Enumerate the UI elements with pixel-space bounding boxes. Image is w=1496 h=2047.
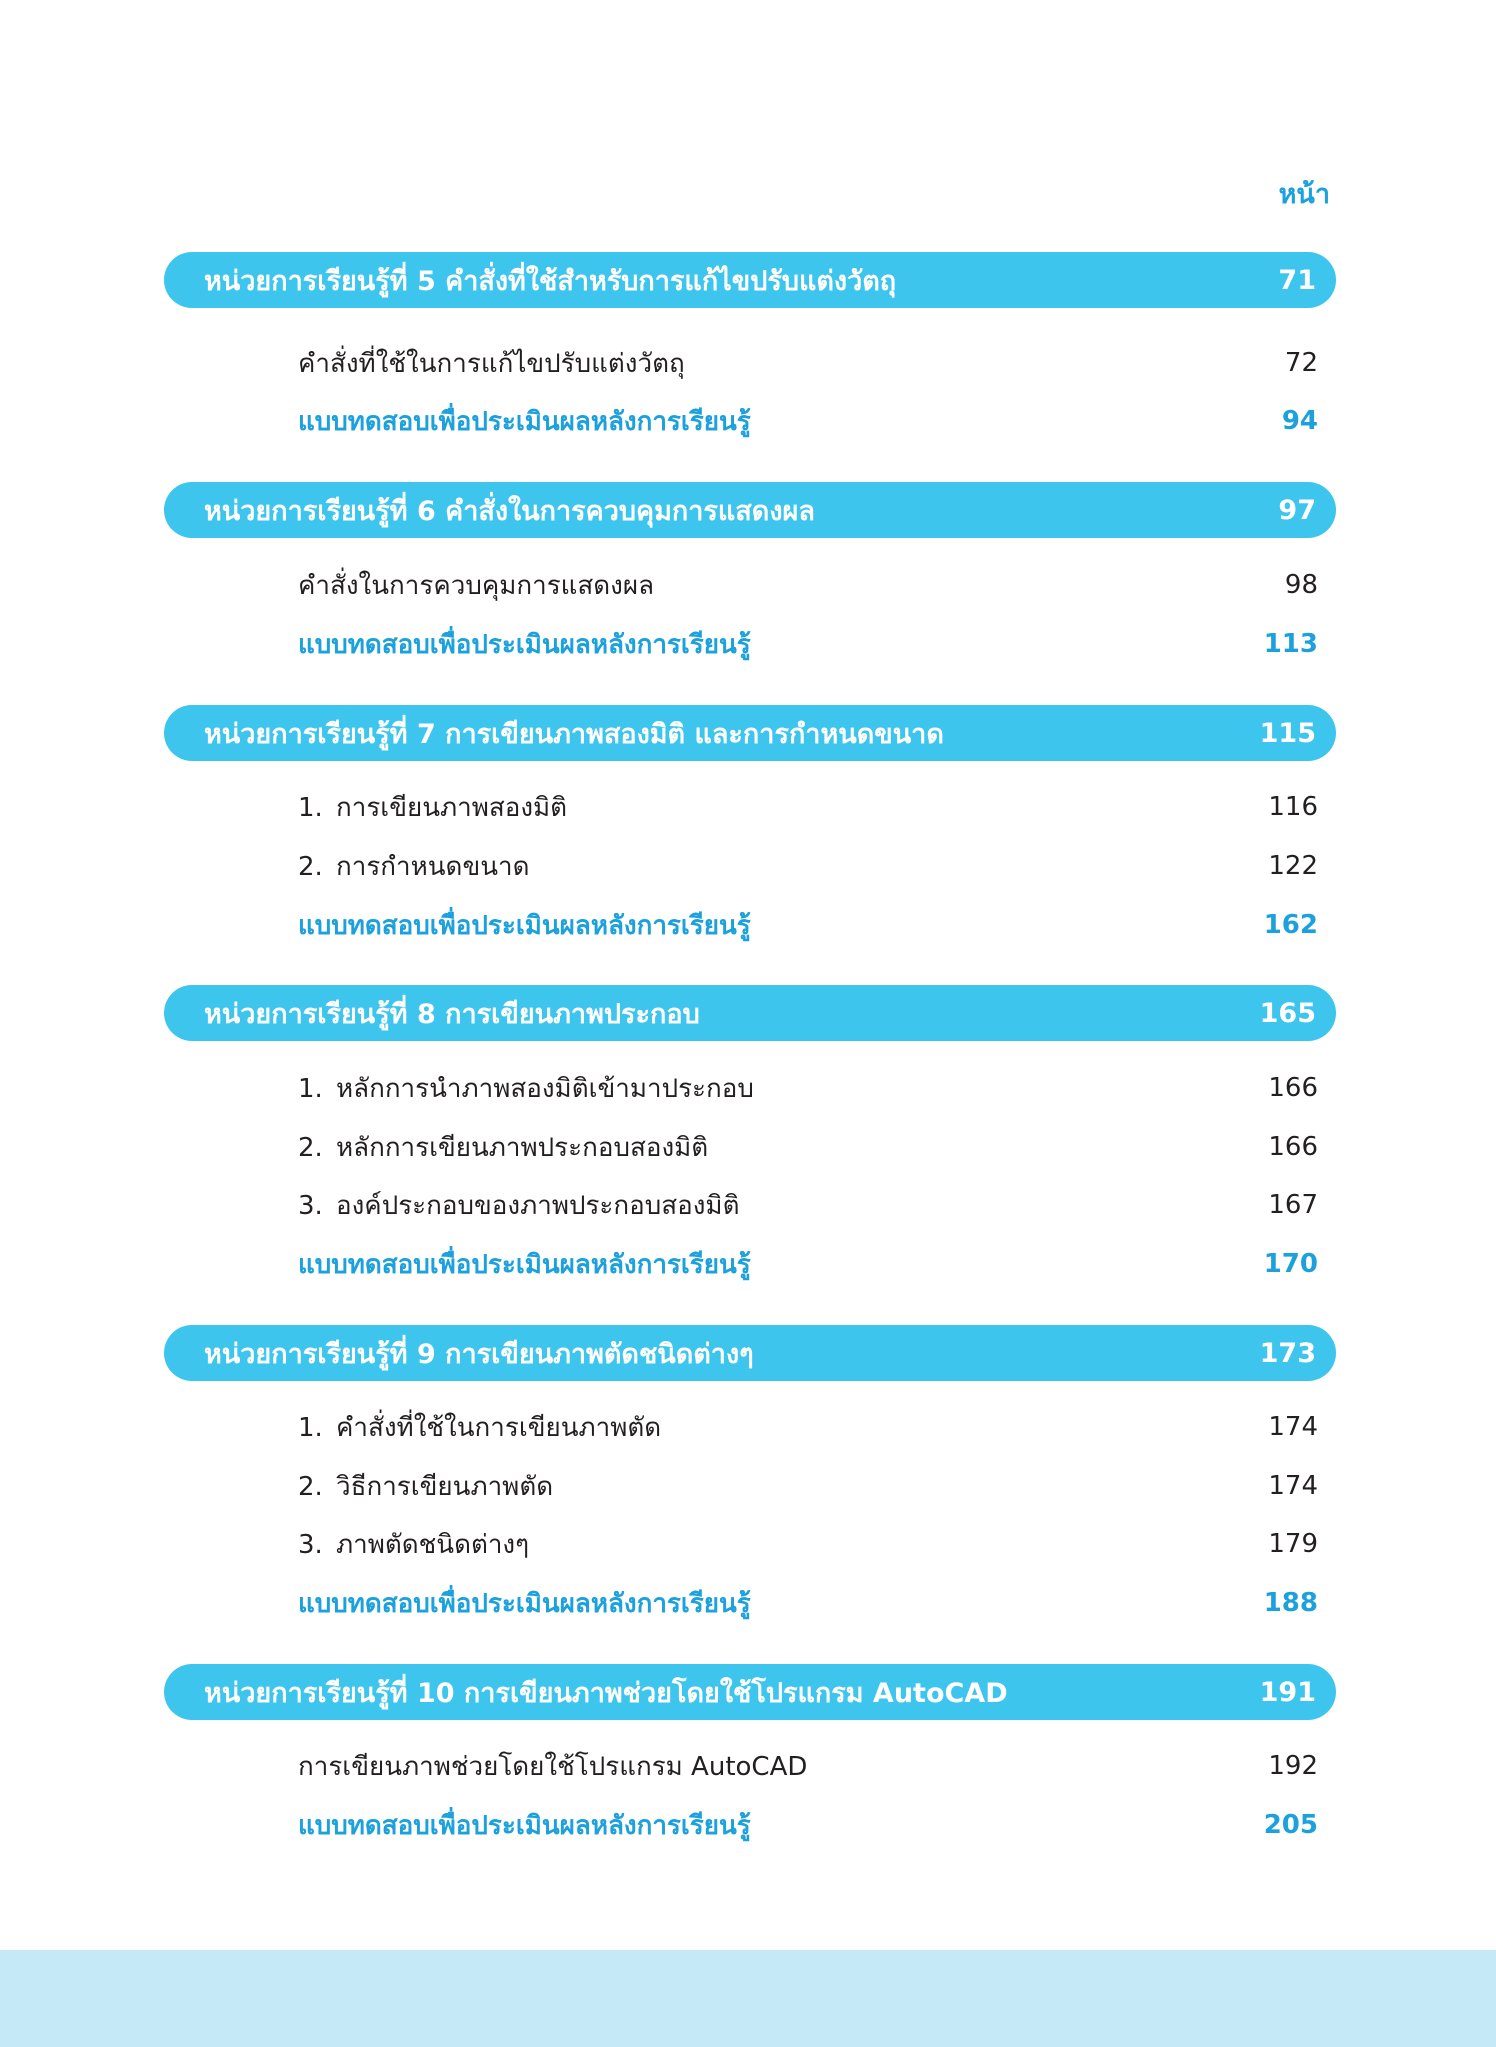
- entry-number: 2.: [298, 851, 323, 882]
- entry-page: 98: [1284, 570, 1318, 600]
- toc-entry: [298, 844, 1318, 888]
- unit-title: หน่วยการเรียนรู้ที่ 6 คำสั่งในการควบคุมการแสดงผล: [204, 495, 815, 527]
- unit-page: 97: [1278, 494, 1316, 526]
- entry-number: 3.: [298, 1190, 323, 1221]
- entry-page: 167: [1268, 1190, 1318, 1220]
- entry-number: 1.: [298, 1412, 323, 1443]
- toc-entry: [298, 563, 1318, 607]
- toc-entry: [298, 341, 1318, 385]
- entry-page: 166: [1268, 1073, 1318, 1103]
- entry-page: 174: [1268, 1471, 1318, 1501]
- toc-entry-test: [298, 903, 1318, 947]
- toc-entry-test: [298, 1581, 1318, 1625]
- toc-entry-test: [298, 1803, 1318, 1847]
- entry-number: 1.: [298, 1073, 323, 1104]
- entry-title: คำสั่งในการควบคุมการแสดงผล: [298, 570, 655, 601]
- unit-heading-10: [164, 1664, 1336, 1720]
- entry-title: หลักการนำภาพสองมิติเข้ามาประกอบ: [336, 1073, 754, 1104]
- entry-number: 2.: [298, 1471, 323, 1502]
- toc-entry: [298, 1744, 1318, 1788]
- unit-page: 71: [1278, 264, 1316, 296]
- unit-page: 115: [1259, 717, 1316, 749]
- entry-title: องค์ประกอบของภาพประกอบสองมิติ: [336, 1190, 740, 1221]
- entry-page: 166: [1268, 1132, 1318, 1162]
- unit-heading-5: [164, 252, 1336, 308]
- unit-title: หน่วยการเรียนรู้ที่ 9 การเขียนภาพตัดชนิดต่างๆ: [204, 1338, 754, 1370]
- entry-page: 170: [1263, 1249, 1318, 1279]
- toc-entry: [298, 785, 1318, 829]
- entry-page: 205: [1263, 1810, 1318, 1840]
- unit-heading-6: [164, 482, 1336, 538]
- entry-title: คำสั่งที่ใช้ในการเขียนภาพตัด: [336, 1412, 662, 1443]
- entry-title: แบบทดสอบเพื่อประเมินผลหลังการเรียนรู้: [298, 1588, 751, 1619]
- unit-title: หน่วยการเรียนรู้ที่ 5 คำสั่งที่ใช้สำหรับการแก้ไขปรับแต่งวัตถุ: [204, 265, 897, 297]
- footer-band: [0, 1950, 1496, 2047]
- unit-heading-7: [164, 705, 1336, 761]
- entry-page: 162: [1263, 910, 1318, 940]
- entry-title: แบบทดสอบเพื่อประเมินผลหลังการเรียนรู้: [298, 1810, 751, 1841]
- entry-page: 113: [1263, 629, 1318, 659]
- entry-title: คำสั่งที่ใช้ในการแก้ไขปรับแต่งวัตถุ: [298, 348, 685, 379]
- toc-entry: [298, 1125, 1318, 1169]
- page-column-label: หน้า: [1278, 179, 1330, 210]
- entry-title: แบบทดสอบเพื่อประเมินผลหลังการเรียนรู้: [298, 1249, 751, 1280]
- unit-heading-8: [164, 985, 1336, 1041]
- entry-title: แบบทดสอบเพื่อประเมินผลหลังการเรียนรู้: [298, 910, 751, 941]
- toc-entry: [298, 1464, 1318, 1508]
- entry-page: 188: [1263, 1588, 1318, 1618]
- toc-entry: [298, 1522, 1318, 1566]
- entry-page: 116: [1268, 792, 1318, 822]
- unit-page: 191: [1259, 1676, 1316, 1708]
- unit-title: หน่วยการเรียนรู้ที่ 8 การเขียนภาพประกอบ: [204, 998, 700, 1030]
- toc-entry: [298, 1183, 1318, 1227]
- entry-title: วิธีการเขียนภาพตัด: [336, 1471, 554, 1502]
- entry-title: การเขียนภาพสองมิติ: [336, 792, 568, 823]
- unit-title: หน่วยการเรียนรู้ที่ 10 การเขียนภาพช่วยโดยใช้โปรแกรม AutoCAD: [204, 1677, 1008, 1709]
- entry-page: 174: [1268, 1412, 1318, 1442]
- entry-title: ภาพตัดชนิดต่างๆ: [336, 1529, 530, 1560]
- unit-title: หน่วยการเรียนรู้ที่ 7 การเขียนภาพสองมิติ และการกำหนดขนาด: [204, 718, 944, 750]
- unit-page: 173: [1259, 1337, 1316, 1369]
- unit-page: 165: [1259, 997, 1316, 1029]
- toc-entry-test: [298, 1242, 1318, 1286]
- unit-heading-9: [164, 1325, 1336, 1381]
- entry-title: แบบทดสอบเพื่อประเมินผลหลังการเรียนรู้: [298, 406, 751, 437]
- entry-number: 3.: [298, 1529, 323, 1560]
- entry-number: 2.: [298, 1132, 323, 1163]
- toc-entry-test: [298, 622, 1318, 666]
- entry-page: 72: [1284, 348, 1318, 378]
- entry-page: 179: [1268, 1529, 1318, 1559]
- entry-title: แบบทดสอบเพื่อประเมินผลหลังการเรียนรู้: [298, 629, 751, 660]
- toc-entry: [298, 1405, 1318, 1449]
- entry-title: การเขียนภาพช่วยโดยใช้โปรแกรม AutoCAD: [298, 1751, 808, 1782]
- entry-title: หลักการเขียนภาพประกอบสองมิติ: [336, 1132, 709, 1163]
- entry-title: การกำหนดขนาด: [336, 851, 530, 882]
- entry-number: 1.: [298, 792, 323, 823]
- toc-entry-test: [298, 399, 1318, 443]
- toc-entry: [298, 1066, 1318, 1110]
- entry-page: 94: [1281, 406, 1318, 436]
- entry-page: 192: [1268, 1751, 1318, 1781]
- entry-page: 122: [1268, 851, 1318, 881]
